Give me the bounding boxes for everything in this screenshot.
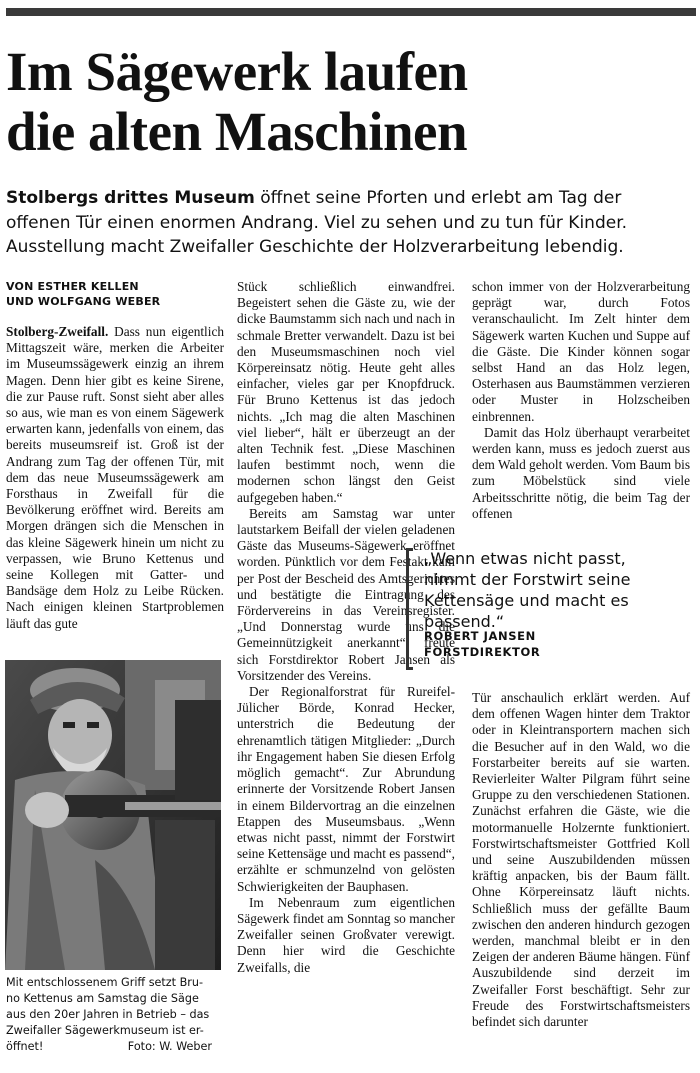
quote-text: [424, 548, 696, 632]
byline: [6, 279, 224, 309]
caption-last-line: [6, 1039, 212, 1055]
quote-line: nimmt der Forstwirt seine: [424, 570, 631, 589]
paragraph: Stück schließlich einwandfrei. Begeistert sehen die Gäste zu, wie der dicke Baumstamm sich nach und nach in schmale Bretter verwandelt. Dazu ist bei den Museumsmaschinen noch viel Körpereinsatz nötig. Heute geht alles einfacher, vieles gar per Knopfdruck. Für Bruno Kettenus ist das jedoch nichts. „Ich mag die alten Maschinen viel lieber“, hält er überzeugt an der alten Technik fest. „Diese Maschinen laufen bestimmt noch, wenn die modernen schon längst den Geist aufgegeben haben.“: [237, 279, 455, 505]
byline-line: UND WOLFGANG WEBER: [6, 295, 161, 308]
headline-line: Im Sägewerk laufen: [6, 41, 468, 102]
paragraph-text: Dass nun eigentlich Mittagszeit wäre, merken die Arbeiter im Museumssägewerk einzig an ihrem Magen. Denn hier gibt es keine Sirene, die zur Pause ruft. Sonst sieht aber alles so aus, wie man es von einem Sägewerk erwarten kann, jedenfalls von einem, das bereits museumsreif ist. Groß ist der Andrang zum Tag der offenen Tür, mit dem das neue Museumssägewerk am Forsthaus in Zweifall für die Bevölkerung eröffnet wird. Bereits am Morgen drängen sich die Menschen in das kleine Sägewerk hinein um nicht zu verpassen, wie Bruno Kettenus und seine Kollegen mit Gatter- und Bandsäge dem Holz zu Leibe Rücken. Nach einigen kleinen Startproblemen läuft das gute: [6, 324, 224, 631]
quote-line: „Wenn etwas nicht passt,: [424, 549, 626, 568]
caption-line: aus den 20er Jahren in Betrieb – das: [6, 1008, 210, 1021]
caption-end: öffnet!: [6, 1040, 44, 1053]
paragraph: Im Nebenraum zum eigentlichen Sägewerk findet am Sonntag so mancher Zweifaller seinen Großvater verewigt. Denn hier wird die Geschichte Zweifalls, die: [237, 894, 455, 975]
paragraph: Bereits am Samstag war unter lautstarkem Beifall der vielen geladenen Gäste das Museums-Sägewerk eröffnet worden. Pünktlich vor dem Festakt kam per Post der Bescheid des Amtsgerichtes und bestätigte die Eintragung des Fördervereins in das Vereinsregister. „Und Donnerstag wurde uns die Gemeinnützigkeit anerkannt“, freute sich Forstdirektor Robert Jansen als Vorsitzender des Vereins.: [237, 505, 455, 683]
quote-author-name: ROBERT JANSEN: [424, 629, 536, 643]
quote-author-title: FORSTDIREKTOR: [424, 645, 541, 659]
lead-bold: Stolbergs drittes Museum: [6, 188, 255, 208]
caption-line: Zweifaller Sägewerkmuseum ist er-: [6, 1024, 204, 1037]
lead-line: [6, 186, 696, 211]
quote-author: [424, 628, 540, 660]
quote-line: passend.“: [424, 612, 505, 631]
headline: [6, 42, 696, 162]
column-3-bottom: [472, 690, 690, 1030]
caption-line: no Kettenus am Samstag die Säge: [6, 992, 199, 1005]
paragraph: [6, 324, 224, 632]
lead-line: offenen Tür einen enormen Andrang. Viel zu sehen und zu tun für Kinder.: [6, 212, 628, 233]
header-rule: [6, 8, 696, 16]
lead-line: Ausstellung macht Zweifaller Geschichte der Holzverarbeitung lebendig.: [6, 237, 624, 257]
paragraph: schon immer von der Holzverarbeitung geprägt war, durch Fotos veranschaulicht. Im Zelt hinter dem Sägewerk warten Kuchen und Suppe auf die Gäste. Die Kinder können sogar selbst Hand an das Holz legen, Osterhasen aus Baumstämmen verzieren oder Muster in Holzscheiben einbrennen.: [472, 279, 690, 424]
photo-credit: Foto: W. Weber: [127, 1040, 212, 1053]
column-1: [6, 324, 224, 632]
photo-caption: [6, 975, 224, 1055]
byline-line: VON ESTHER KELLEN: [6, 280, 139, 293]
headline-line: die alten Maschinen: [6, 101, 468, 162]
lead-line-rest: öffnet seine Pforten und erlebt am Tag der: [254, 188, 622, 208]
quote-line: Kettensäge und macht es: [424, 591, 629, 610]
column-3-top: [472, 279, 690, 522]
paragraph: Damit das Holz überhaupt verarbeitet werden kann, muss es jedoch zuerst aus dem Wald geholt werden. Vom Baum bis zum Möbelstück sind viele Arbeitsschritte nötig, die beim Tag der offenen: [472, 424, 690, 521]
paragraph: Tür anschaulich erklärt werden. Auf dem offenen Wagen hinter dem Traktor oder in Kleintransportern machen sich die Besucher auf in den Wald, wo die Forstarbeiter bereits auf sie warten. Revierleiter Walter Pilgram führt seine Gruppe zu den verschiedenen Stationen. Zunächst erfahren die Gäste, wie die motormanuelle Holzernte funktioniert. Forstwirtschaftsmeister Gottfried Koll und seine Auszubildenden müssen kräftig anpacken, bis der Baum fällt. Ohne Körpereinsatz läuft nichts. Schließlich muss der gefällte Baum zwischen den anderen hindurch gezogen werden, manchmal bleibt er in den Zeigen der anderen Bäume hängen. Fünf Auszubildende sind derzeit im Zweifaller Forst beschäftigt. Sehr zur Freude des Forstwirtschaftsmeisters befindet sich darunter: [472, 690, 690, 1030]
lead-paragraph: [6, 186, 696, 260]
caption-line: Mit entschlossenem Griff setzt Bru-: [6, 976, 204, 989]
photo-sawmill-worker: [5, 660, 221, 970]
quote-bracket: [406, 548, 413, 670]
dateline: Stolberg-Zweifall.: [6, 324, 109, 339]
paragraph: Der Regionalforstrat für Rureifel-Jülicher Börde, Konrad Hecker, unterstrich die Bedeutung der ehrenamtlich tätigen Mitglieder: „Durch ihr Engagement haben Sie diesen Erfolg möglich gemacht“. Zur Abrundung erinnerte der Vorsitzende Robert Jansen in einem Bildervortrag an die einzelnen Etappen des Museumsbaus. „Wenn etwas nicht passt, nimmt der Forstwirt seine Kettensäge und macht es passend“, erzählte er schmunzelnd von gelösten Schwierigkeiten der Bauphasen.: [237, 684, 455, 894]
pull-quote: [406, 548, 696, 670]
